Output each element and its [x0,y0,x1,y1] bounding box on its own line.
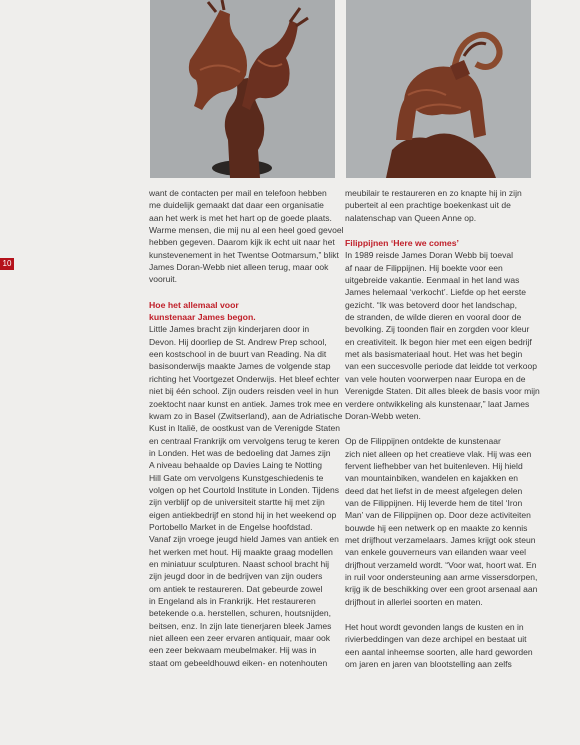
text-line: bevolking. Zij toonden flair en zorgden voor kleur [345,324,530,335]
text-line: richting het Voortgezet Onderwijs. Het bleef echter [149,373,340,384]
left-text-column [149,187,344,669]
text-line: van enkele gouverneurs van eilanden waar veel [345,547,527,558]
text-line: zijn verblijf op de universiteit startte hij met zijn [149,497,325,508]
text-line: zijn jeugd door in de bedrijven van zijn ouders [149,571,323,582]
text-line: Doran-Webb weten. [345,410,421,421]
text-line: fervent liefhebber van het buitenleven. Hij hield [345,460,523,471]
text-line: Vanaf zijn vroege jeugd hield James van antiek en [149,534,339,545]
text-line: en creativiteit. Ik begon hier met een eigen bedrijf [345,336,532,347]
text-line: A niveau behaalde op Davies Laing te Notting [149,460,322,471]
text-line: Devon. Hij doorliep de St. Andrew Prep school, [149,336,327,347]
text-line: Verenigde Staten. Dit alles bleek de basis voor mijn [345,386,540,397]
text-line: gezicht. “Ik was betoverd door het landschap, [345,299,517,310]
text-line: Warme mensen, die mij nu al een heel goed gevoel [149,225,344,236]
text-line: niet bij één school. Zijn ouders reisden veel in hun [149,386,339,397]
right-paragraph-1 [345,249,540,422]
text-line: en miniatuur sculpturen. Naast school bracht hij [149,558,330,569]
text-line: aan het werk is met het hart op de goede plaats. [149,212,332,223]
text-line: staat om gebeeldhouwd eiken- en notenhouten [149,657,328,668]
text-line: basisonderwijs maakte James de volgende stap [149,361,331,372]
text-line: rivierbeddingen van deze archipel en bestaat uit [345,634,527,645]
text-line: in ruil voor ondersteuning aan arme vissersdorpen, [345,571,538,582]
text-line: van vele houten voorwerpen naar Europa en de [345,373,526,384]
left-intro-paragraph [149,187,344,286]
text-line: vooruit. [149,274,178,285]
text-line: met als basismateriaal hout. Het was het begin [345,349,523,360]
text-line: van de Filippijnen. Hij leverde hem de titel ‘Iron [345,497,523,508]
text-line: deed dat het liefst in de meest afgelegen delen [345,485,523,496]
text-line: verdere ontwikkeling als kunstenaar,” laat James [345,398,530,409]
text-line: Op de Filippijnen ontdekte de kunstenaar [345,436,501,447]
heading-line: Hoe het allemaal voor [149,299,239,310]
text-line: Hill Gate om vervolgens Kunstgeschiedenis te [149,472,324,483]
text-line: niet alleen een zeer ervaren antiquair, maar ook [149,633,331,644]
text-line: eigen antiekbedrijf en stond hij in het weekend op [149,509,337,520]
text-line: kwam zo in Basel (Zwitserland), aan de Adriatische [149,410,343,421]
text-line: nalatenschap van Queen Anne op. [345,212,477,223]
text-line: volgen op het Courtold Institute in Londen. Tijdens [149,484,340,495]
right-intro-paragraph [345,187,535,224]
text-line: zoektocht naar kunst en antiek. James trok mee en [149,398,343,409]
text-line: Portobello Market in de Engelse hoofdstad. [149,521,313,532]
text-line: een aantal inheemse soorten, alle hard geworden [345,646,533,657]
text-line: de stranden, de wilde dieren en vooral door de [345,312,522,323]
text-line: drijfhout in allerlei soorten en maten. [345,596,483,607]
ram-sculpture-image [346,0,531,178]
text-line: bouwde hij een netwerk op en maakte zo kennis [345,522,528,533]
text-line: af naar de Filippijnen. Hij boekte voor een [345,262,503,273]
text-line: om antiek te restaureren. Dat gebeurde zowel [149,583,323,594]
text-line: betekende o.a. herstellen, schuren, houtsnijden, [149,608,331,619]
text-line: een kostschool in de buurt van Reading. Na dit [149,349,327,360]
text-line: Kust in Italië, de oostkust van de Verenigde Staten [149,423,341,434]
horse-sculpture-image [150,0,335,178]
horse-sculpture-photo [150,0,335,178]
text-line: een zeer bekwaam meubelmaker. Hij was in [149,645,317,656]
text-line: om jaren en jaren van blootstelling aan zelfs [345,659,512,670]
text-line: drijfhout verzameld wordt. “Voor wat, hoort wat. En [345,559,537,570]
right-paragraph-3 [345,621,535,670]
text-line: zich niet alleen op het creatieve vlak. Hij was een [345,448,532,459]
right-paragraph-2 [345,435,538,608]
text-line: Little James bracht zijn kinderjaren door in [149,324,310,335]
text-line: puberteit al een prachtige boekenkast uit de [345,200,511,211]
text-line: in Londen. Het was de bedoeling dat James zijn [149,447,331,458]
text-line: in Engeland als in Frankrijk. Het restaureren [149,596,316,606]
text-line: kunstevenement in het Twentse Ootmarsum,” blikt [149,249,339,260]
right-text-column [345,187,540,670]
left-body-paragraph [149,323,343,669]
text-line: van een succesvolle periode dat leidde tot verkoop [345,361,537,372]
text-line: van mountainbiken, wandelen en kajakken en [345,473,518,484]
text-line: krijg ik de beschikking over een groot arsenaal aan [345,584,538,595]
text-line: hebben gegeven. Daarom kijk ik echt uit naar het [149,237,335,248]
text-line: Het hout wordt gevonden langs de kusten en in [345,622,524,632]
text-line: en centraal Frankrijk om vervolgens terug te keren [149,435,340,446]
ram-sculpture-photo [346,0,531,178]
section-heading-hoe-het-begon [149,299,339,324]
heading-line: kunstenaar James begon. [149,312,256,323]
text-line: meubilair te restaureren en zo knapte hij in zijn [345,188,522,198]
text-line: het werken met hout. Hij maakte graag modellen [149,546,333,557]
text-line: want de contacten per mail en telefoon hebben [149,188,327,198]
text-line: James helemaal ‘verkocht’. Liefde op het eerste [345,287,527,298]
section-heading-filippijnen: Filippijnen ‘Here we comes’ [345,238,459,249]
page-number: 10 [0,258,14,270]
text-line: uitgebreide vakantie. Eenmaal in het land was [345,275,520,286]
text-line: met drijfhout verzamelaars. James krijgt ook steun [345,534,536,545]
text-line: In 1989 reisde James Doran Webb bij toeval [345,250,514,261]
text-line: James Doran-Webb niet alleen terug, maar ook [149,262,329,273]
text-line: Man’ van de Filippijnen op. Door deze activiteiten [345,510,531,521]
text-line: beitsen, enz. In zijn late tienerjaren bleek James [149,620,332,631]
text-line: me duidelijk gemaakt dat daar een organisatie [149,200,324,211]
